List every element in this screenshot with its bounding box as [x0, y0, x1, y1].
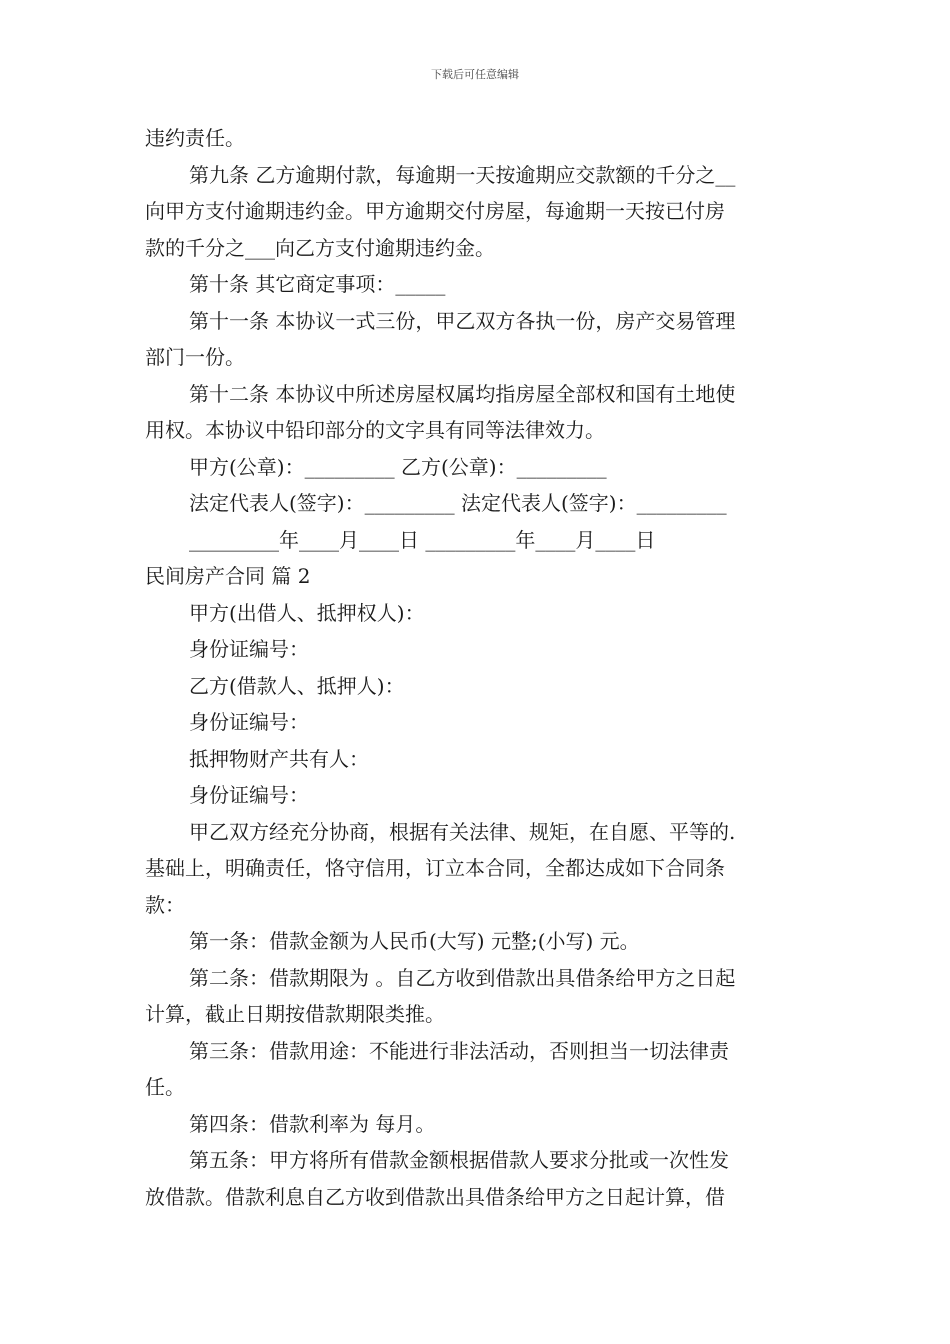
document-line: 向甲方支付逾期违约金。甲方逾期交付房屋，每逾期一天按已付房	[145, 199, 725, 223]
document-line: 任。	[145, 1075, 185, 1099]
document-line: 放借款。借款利息自乙方收到借款出具借条给甲方之日起计算，借	[145, 1184, 725, 1209]
document-line: 乙方(借款人、抵押人)：	[189, 673, 405, 698]
document-line: 款：	[145, 892, 185, 917]
document-line: 身份证编号：	[189, 783, 309, 807]
document-line: 法定代表人(签字)：_________ 法定代表人(签字)：_________	[189, 491, 727, 515]
document-line: 计算，截止日期按借款期限类推。	[145, 1002, 445, 1026]
page-header: 下载后可任意编辑	[431, 68, 519, 81]
document-line: 甲方(出借人、抵押权人)：	[189, 600, 425, 625]
document-line: 身份证编号：	[189, 710, 309, 734]
document-line: 第五条：甲方将所有借款金额根据借款人要求分批或一次性发	[189, 1148, 729, 1172]
document-line: 基础上，明确责任，恪守信用，订立本合同，全都达成如下合同条	[145, 856, 725, 880]
document-line: 第九条 乙方逾期付款，每逾期一天按逾期应交款额的千分之__	[189, 162, 736, 187]
document-line: 第十条 其它商定事项：_____	[189, 272, 446, 296]
document-line: 民间房产合同 篇 2	[145, 564, 311, 588]
document-line: 第三条：借款用途：不能进行非法活动，否则担当一切法律责	[189, 1038, 729, 1063]
document-line: 身份证编号：	[189, 637, 309, 661]
document-line: 甲方(公章)：_________ 乙方(公章)：_________	[189, 454, 607, 479]
document-line: 部门一份。	[145, 345, 245, 369]
document-line: _________年____月____日 _________年____月____日	[189, 527, 656, 552]
document-line: 第二条：借款期限为 。自乙方收到借款出具借条给甲方之日起	[189, 965, 736, 990]
document-line: 违约责任。	[145, 126, 245, 150]
document-line: 第一条：借款金额为人民币(大写) 元整;(小写) 元。	[189, 929, 640, 953]
document-line: 甲乙双方经充分协商，根据有关法律、规矩，在自愿、平等的.	[189, 819, 736, 844]
document-line: 抵押物财产共有人：	[189, 746, 369, 771]
document-body	[145, 120, 810, 1215]
document-line: 用权。本协议中铅印部分的文字具有同等法律效力。	[145, 418, 605, 442]
document-line: 第四条：借款利率为 每月。	[189, 1111, 436, 1136]
document-line: 款的千分之___向乙方支付逾期违约金。	[145, 235, 495, 260]
document-line: 第十二条 本协议中所述房屋权属均指房屋全部权和国有土地使	[189, 381, 736, 406]
document-line: 第十一条 本协议一式三份，甲乙双方各执一份，房产交易管理	[189, 308, 736, 333]
